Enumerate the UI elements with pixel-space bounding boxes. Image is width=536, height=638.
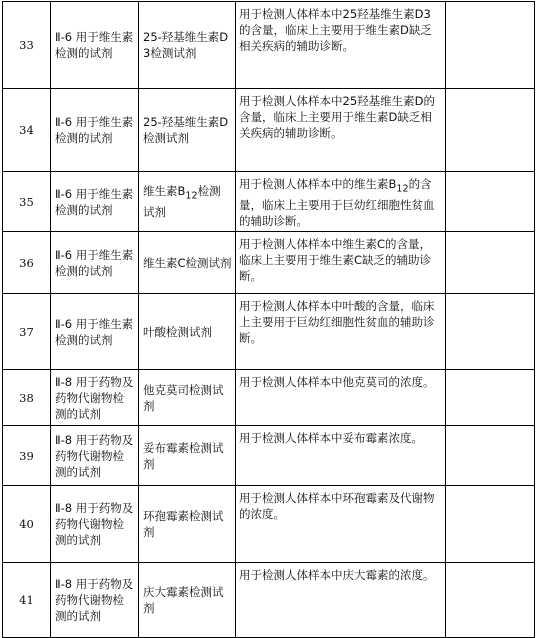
product-name-cell: 维生素C检测试剂 [139,232,236,294]
category-cell: Ⅱ-8 用于药物及药物代谢物检测的试剂 [51,486,139,563]
category-cell: Ⅱ-6 用于维生素检测的试剂 [51,2,139,89]
empty-cell [446,486,535,563]
empty-cell [446,172,535,232]
empty-cell [446,232,535,294]
intended-use-cell: 用于检测人体样本中25羟基维生素D3的含量，临床上主要用于维生素D缺乏相关疾病的辅助诊断。 [236,2,446,89]
intended-use-cell: 用于检测人体样本中他克莫司的浓度。 [236,370,446,426]
table-row [3,370,535,426]
product-name-cell [139,172,236,232]
reagent-table [2,1,535,638]
subscript-text: 12 [396,183,409,195]
empty-cell [446,89,535,172]
intended-use-cell [236,172,446,232]
row-number: 38 [3,370,51,426]
row-number: 36 [3,232,51,294]
empty-cell [446,2,535,89]
table-row [3,89,535,172]
empty-cell [446,426,535,486]
empty-cell [446,294,535,370]
row-number: 33 [3,2,51,89]
product-name-cell: 叶酸检测试剂 [139,294,236,370]
intended-use-cell: 用于检测人体样本中维生素C的含量，临床上主要用于维生素C缺乏的辅助诊断。 [236,232,446,294]
product-name-cell: 他克莫司检测试剂 [139,370,236,426]
intended-use-cell: 用于检测人体样本中庆大霉素的浓度。 [236,563,446,638]
category-cell: Ⅱ-6 用于维生素检测的试剂 [51,232,139,294]
category-cell: Ⅱ-6 用于维生素检测的试剂 [51,89,139,172]
table-row [3,232,535,294]
empty-cell [446,370,535,426]
product-name-text: 维生素B [143,184,186,198]
table-row [3,2,535,89]
product-name-cell: 庆大霉素检测试剂 [139,563,236,638]
product-name-cell: 环孢霉素检测试剂 [139,486,236,563]
table-row [3,563,535,638]
table-row [3,294,535,370]
empty-cell [446,563,535,638]
row-number: 37 [3,294,51,370]
category-cell: Ⅱ-6 用于维生素检测的试剂 [51,172,139,232]
product-name-text: 检测试剂 [143,184,221,220]
row-number: 34 [3,89,51,172]
row-number: 39 [3,426,51,486]
row-number: 40 [3,486,51,563]
category-cell: Ⅱ-8 用于药物及药物代谢物检测的试剂 [51,370,139,426]
subscript-text: 12 [185,190,198,202]
intended-use-text: 用于检测人体样本中的维生素B [239,177,397,191]
product-name-cell: 妥布霉素检测试剂 [139,426,236,486]
category-cell: Ⅱ-8 用于药物及药物代谢物检测的试剂 [51,426,139,486]
row-number: 35 [3,172,51,232]
table-row [3,426,535,486]
product-name-cell: 25-羟基维生素D3检测试剂 [139,2,236,89]
intended-use-cell: 用于检测人体样本中妥布霉素浓度。 [236,426,446,486]
table-row [3,486,535,563]
intended-use-cell: 用于检测人体样本中环孢霉素及代谢物的浓度。 [236,486,446,563]
category-cell: Ⅱ-8 用于药物及药物代谢物检测的试剂 [51,563,139,638]
intended-use-text: 的含量，临床上主要用于巨幼红细胞性贫血的辅助诊断。 [239,177,435,229]
intended-use-cell: 用于检测人体样本中25羟基维生素D的含量，临床上主要用于维生素D缺乏相关疾病的辅助诊断。 [236,89,446,172]
row-number: 41 [3,563,51,638]
intended-use-cell: 用于检测人体样本中叶酸的含量，临床上主要用于巨幼红细胞性贫血的辅助诊断。 [236,294,446,370]
product-name-cell: 25-羟基维生素D检测试剂 [139,89,236,172]
table-row [3,172,535,232]
category-cell: Ⅱ-6 用于维生素检测的试剂 [51,294,139,370]
